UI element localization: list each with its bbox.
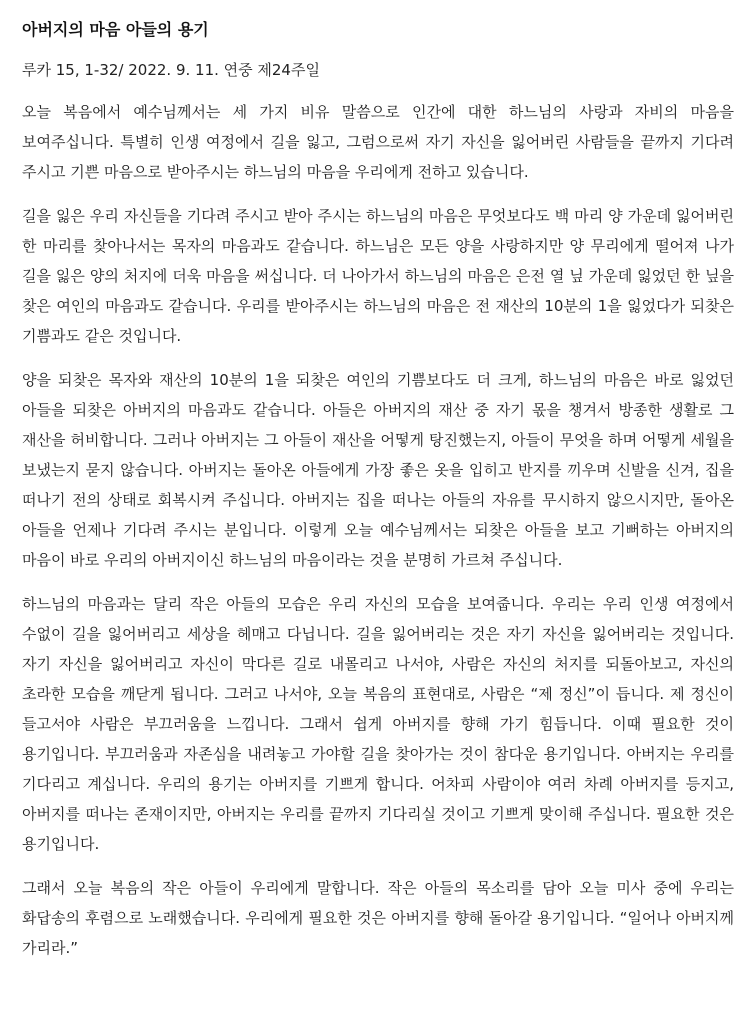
paragraph: 오늘 복음에서 예수님께서는 세 가지 비유 말씀으로 인간에 대한 하느님의 사랑과 자비의 마음을 보여주십니다. 특별히 인생 여정에서 길을 잃고, 그럼으로써 자기 자신을 잃어버린 사람들을 끝까지 기다려 주시고 기쁜 마음으로 받아주시는 하느님의 마음을 우리에게 전하고 있습니다. bbox=[22, 103, 734, 181]
paragraph: 길을 잃은 우리 자신들을 기다려 주시고 받아 주시는 하느님의 마음은 무엇보다도 백 마리 양 가운데 잃어버린 한 마리를 찾아나서는 목자의 마음과도 같습니다. 하느님은 모든 양을 사랑하지만 양 무리에게 떨어져 나가 길을 잃은 양의 처지에 더욱 마음을 써십니다. 더 나아가서 하느님의 마음은 은전 열 닢 가운데 잃었던 한 닢을 찾은 여인의 마음과도 같습니다. 우리를 받아주시는 하느님의 마음은 전 재산의 10분의 1을 잃었다가 되찾은 기쁨과도 같은 것입니다. bbox=[22, 207, 734, 345]
document-page bbox=[22, 18, 734, 977]
document-title: 아버지의 마음 아들의 용기 bbox=[22, 20, 209, 39]
paragraph: 그래서 오늘 복음의 작은 아들이 우리에게 말합니다. 작은 아들의 목소리를 담아 오늘 미사 중에 우리는 화답송의 후렴으로 노래했습니다. 우리에게 필요한 것은 아버지를 향해 돌아갈 용기입니다. “일어나 아버지께 가리라.” bbox=[22, 879, 734, 957]
paragraph: 양을 되찾은 목자와 재산의 10분의 1을 되찾은 여인의 기쁨보다도 더 크게, 하느님의 마음은 바로 잃었던 아들을 되찾은 아버지의 마음과도 같습니다. 아들은 아버지의 재산 중 자기 몫을 챙겨서 방종한 생활로 그 재산을 허비합니다. 그러나 아버지는 그 아들이 재산을 어떻게 탕진했는지, 아들이 무엇을 하며 어떻게 세월을 보냈는지 묻지 않습니다. 아버지는 돌아온 아들에게 가장 좋은 옷을 입히고 반지를 끼우며 신발을 신겨, 집을 떠나기 전의 상태로 회복시켜 주십니다. 아버지는 집을 떠나는 아들의 자유를 무시하지 않으시지만, 돌아온 아들을 언제나 기다려 주시는 분입니다. 이렇게 오늘 예수님께서는 되찾은 아들을 보고 기뻐하는 아버지의 마음이 바로 우리의 아버지이신 하느님의 마음이라는 것을 분명히 가르쳐 주십니다. bbox=[22, 371, 734, 569]
paragraph: 하느님의 마음과는 달리 작은 아들의 모습은 우리 자신의 모습을 보여줍니다. 우리는 우리 인생 여정에서 수없이 길을 잃어버리고 세상을 헤매고 다닙니다. 길을 잃어버리는 것은 자기 자신을 잃어버리는 것입니다. 자기 자신을 잃어버리고 자신이 막다른 길로 내몰리고 나서야, 사람은 자신의 처지를 되돌아보고, 자신의 초라한 모습을 깨닫게 됩니다. 그러고 나서야, 오늘 복음의 표현대로, 사람은 “제 정신”이 듭니다. 제 정신이 들고서야 사람은 부끄러움을 느낍니다. 그래서 쉽게 아버지를 향해 가기 힘듭니다. 이때 필요한 것이 용기입니다. 부끄러움과 자존심을 내려놓고 가야할 길을 찾아가는 것이 참다운 용기입니다. 아버지는 우리를 기다리고 계십니다. 우리의 용기는 아버지를 기쁘게 합니다. 어차피 사람이야 여러 차례 아버지를 등지고, 아버지를 떠나는 존재이지만, 아버지는 우리를 끝까지 기다리실 것이고 기쁘게 맞이해 주십니다. 필요한 것은 용기입니다. bbox=[22, 595, 734, 853]
document-subtitle: 루카 15, 1-32/ 2022. 9. 11. 연중 제24주일 bbox=[22, 61, 320, 79]
